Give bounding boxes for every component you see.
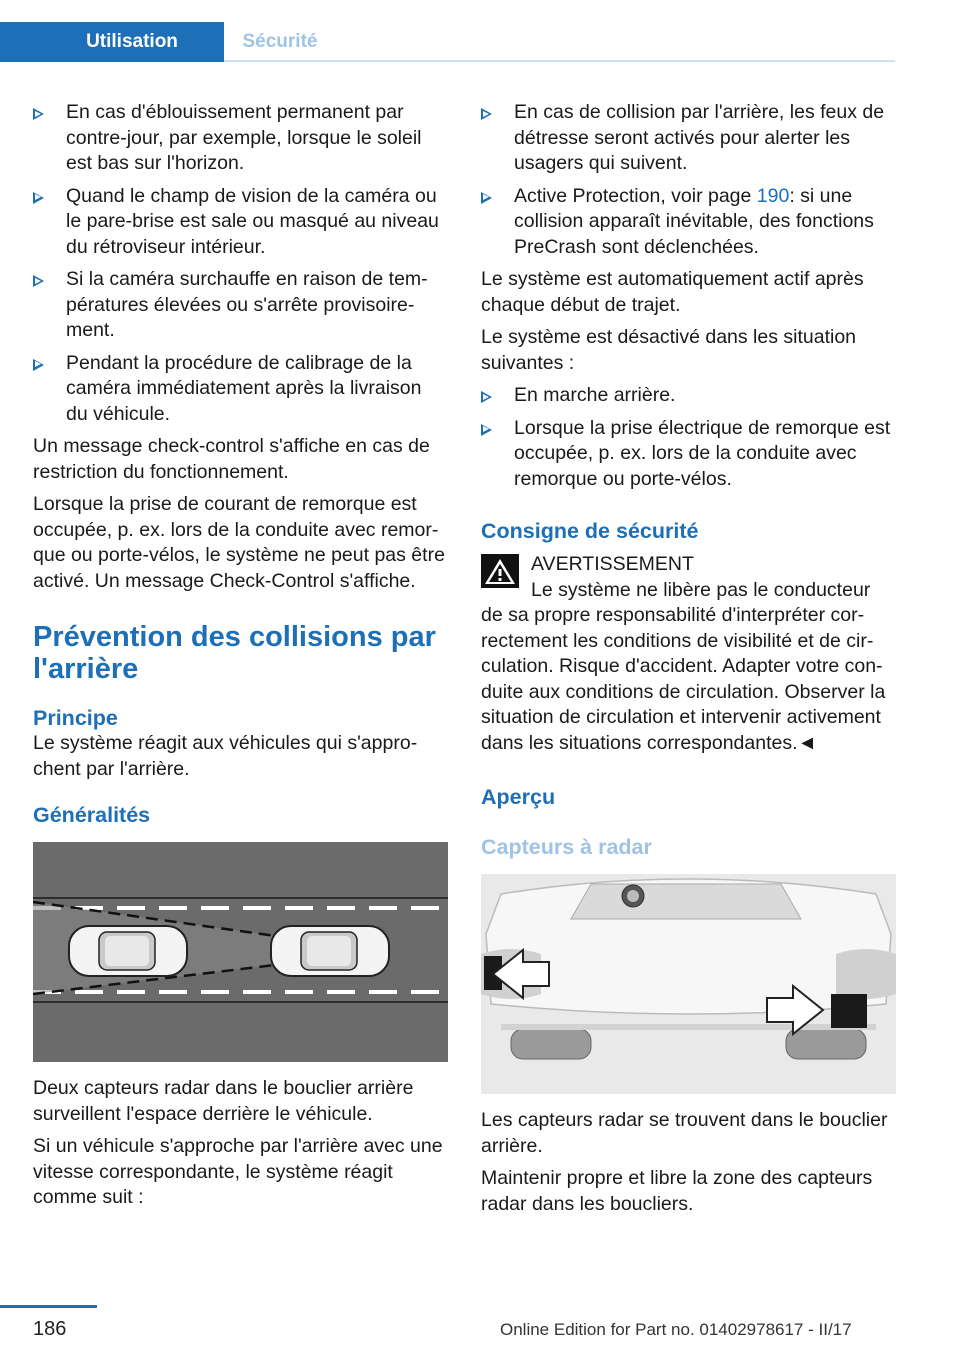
paragraph: Le système est automatiquement actif après chaque début de trajet. xyxy=(481,268,864,316)
warning-text: de sa propre responsabilité d'interpréter correctement les conditions de visibilité et de circulation. Risque d'accident. Adapter votre conduite aux conditions de circulation. Observer la situation de circulation et intervenir activement dans les situations correspondantes.◄ xyxy=(481,604,886,754)
triangle-bullet-icon xyxy=(481,391,492,403)
tab-securite[interactable]: Sécurité xyxy=(242,31,318,52)
footer-divider xyxy=(0,1305,97,1308)
triangle-bullet-icon xyxy=(33,108,44,120)
subsection-heading-principe: Principe xyxy=(33,706,118,730)
triangle-bullet-icon xyxy=(481,424,492,436)
paragraph: Si un véhicule s'approche par l'arrière avec une vitesse correspondante, le système réagit comme suit : xyxy=(33,1135,443,1208)
edition-text: Online Edition for Part no. 01402978617 - II/17 xyxy=(500,1320,852,1339)
warning-triangle-icon xyxy=(481,554,519,588)
rear-collision-illustration xyxy=(33,842,448,1062)
triangle-bullet-icon xyxy=(481,192,492,204)
warning-text: Le système ne libère pas le conducteur xyxy=(531,578,871,601)
car-front-icon xyxy=(271,926,389,976)
triangle-bullet-icon xyxy=(33,192,44,204)
subsection-heading-generalites: Généralités xyxy=(33,803,151,827)
paragraph: Le système est désactivé dans les situation suivantes : xyxy=(481,326,857,374)
list-item: Pendant la procédure de calibrage de la caméra immédiatement après la livraison du véhicule. xyxy=(33,351,448,428)
subsection-heading-capteurs: Capteurs à radar xyxy=(481,835,652,859)
list-item: Quand le champ de vision de la caméra ou le pare-brise est sale ou masqué au niveau du rétroviseur intérieur. xyxy=(33,184,448,261)
triangle-bullet-icon xyxy=(33,275,44,287)
list-item: En cas de collision par l'arrière, les feux de détresse seront activés pour alerter les usagers qui suivent. xyxy=(481,100,896,177)
subsection-heading-consigne: Consigne de sécurité xyxy=(481,519,699,543)
header-divider xyxy=(224,60,895,62)
car-rear-icon xyxy=(69,926,187,976)
right-column xyxy=(481,100,896,1224)
warning-title: AVERTISSEMENT xyxy=(531,553,694,575)
triangle-bullet-icon xyxy=(33,359,44,371)
triangle-bullet-icon xyxy=(481,108,492,120)
list-item: En cas d'éblouissement permanent par contre-jour, par exemple, lorsque le soleil est bas sur l'horizon. xyxy=(33,100,448,177)
subsection-heading-apercu: Aperçu xyxy=(481,785,556,809)
list-item: Si la caméra surchauffe en raison de températures élevées ou s'arrête provisoirement. xyxy=(33,267,448,344)
radar-sensor-right xyxy=(831,994,867,1028)
paragraph: Le système réagit aux véhicules qui s'approchent par l'arrière. xyxy=(33,732,418,780)
page-number: 186 xyxy=(33,1318,67,1340)
paragraph: Deux capteurs radar dans le bouclier arrière surveillent l'espace derrière le véhicule. xyxy=(33,1077,414,1125)
paragraph: Lorsque la prise de courant de remorque est occupée, p. ex. lors de la conduite avec remorque ou porte-vélos, le système ne peut pas être activé. Un message Check-Control s'affiche. xyxy=(33,493,445,592)
paragraph: Maintenir propre et libre la zone des capteurs radar dans les boucliers. xyxy=(481,1167,873,1215)
tab-utilisation[interactable]: Utilisation xyxy=(0,22,224,62)
paragraph: Un message check-control s'affiche en cas de restriction du fonctionnement. xyxy=(33,435,430,483)
page-link[interactable]: 190 xyxy=(756,184,790,207)
paragraph: Les capteurs radar se trouvent dans le bouclier arrière. xyxy=(481,1109,888,1157)
page-header xyxy=(0,0,895,62)
list-item: Active Protection, voir page 190: si une collision apparaît inévitable, des fonctions PreCrash sont déclenchées. xyxy=(481,184,896,261)
radar-sensors-illustration xyxy=(481,874,896,1094)
left-column xyxy=(33,100,448,1218)
warning-block xyxy=(481,552,896,756)
section-heading: Prévention des collisions par l'arrière xyxy=(33,621,436,685)
list-item: En marche arrière. xyxy=(481,383,896,409)
list-item: Lorsque la prise électrique de remorque est occupée, p. ex. lors de la conduite avec remorque ou porte-vélos. xyxy=(481,416,896,493)
